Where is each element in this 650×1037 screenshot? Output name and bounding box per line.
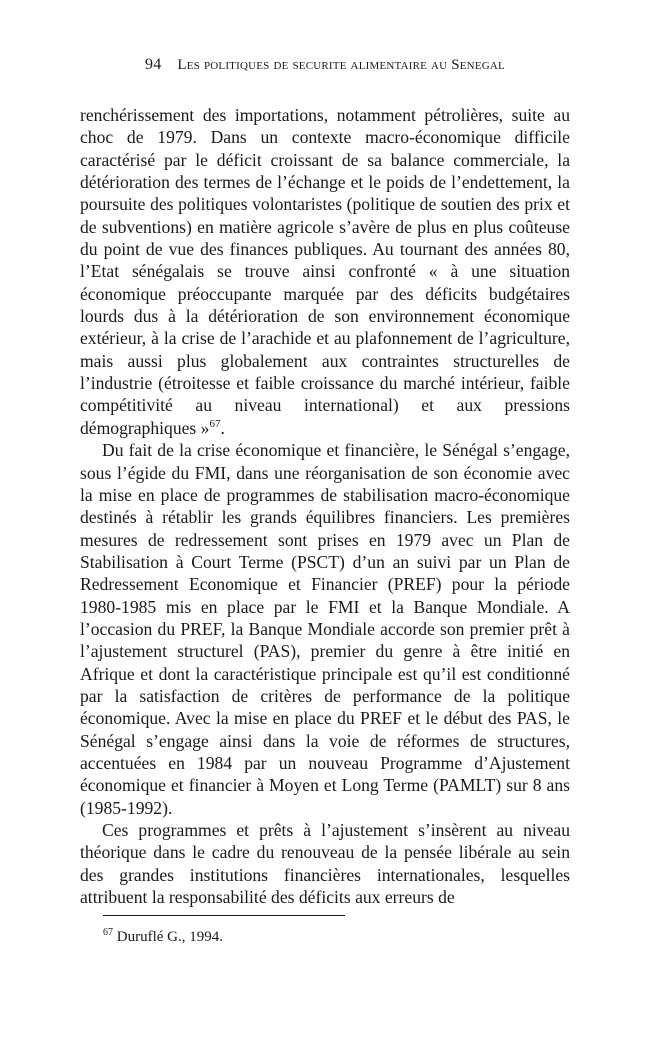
running-head [80, 56, 570, 74]
paragraph-1-text: renchérissement des importations, notamment pétrolières, suite au choc de 1979. Dans un contexte macro-économique difficile caractérisé par le déficit croissant de sa balance commerciale, la détérioration des termes de l’échange et le poids de l’endettement, la poursuite des politiques volontaristes (politique de soutien des prix et de subventions) en matière agricole s’avère de plus en plus coûteuse du point de vue des finances publiques. Au tournant des années 80, l’Etat sénégalais se trouve ainsi confronté « à une situation économique préoccupante marquée par des déficits budgétaires lourds dus à la détérioration de son environnement économique extérieur, à la crise de l’arachide et au plafonnement de l’agriculture, mais aussi plus globalement aux contraintes structurelles de l’industrie (étroitesse et faible croissance du marché intérieur, faible compétitivité au niveau international) et aux pressions démographiques » [80, 105, 570, 438]
running-head-title: Les politiques de securite alimentaire au Senegal [177, 57, 505, 73]
paragraph-3: Ces programmes et prêts à l’ajustement s’insèrent au niveau théorique dans le cadre du renouveau de la pensée libérale au sein des grandes institutions financières internationales, lesquelles attribuent la responsabilité des déficits aux erreurs de [80, 820, 570, 908]
paragraph-1 [80, 104, 570, 439]
footnote [103, 927, 563, 947]
body-text [80, 104, 570, 908]
paragraph-1-end: . [220, 417, 225, 438]
footnote-number: 67 [103, 927, 113, 938]
paragraph-2: Du fait de la crise économique et financière, le Sénégal s’engage, sous l’égide du FMI, dans une réorganisation de son économie avec la mise en place de programmes de stabilisation macro-économique destinés à rétablir les grands équilibres financiers. Les premières mesures de redressement sont prises en 1979 avec un Plan de Stabilisation à Court Terme (PSCT) d’un an suivi par un Plan de Redressement Economique et Financier (PREF) pour la période 1980-1985 mis en place par le FMI et la Banque Mondiale. A l’occasion du PREF, la Banque Mondiale accorde son premier prêt à l’ajustement structurel (PAS), premier du genre à être initié en Afrique et dont la caractéristique principale est qu’il est conditionné par la satisfaction de critères de performance de la politique économique. Avec la mise en place du PREF et le début des PAS, le Sénégal s’engage ainsi dans la voie de réformes de structures, accentuées en 1984 par un nouveau Programme d’Ajustement économique et financier à Moyen et Long Terme (PAMLT) sur 8 ans (1985-1992). [80, 440, 570, 818]
footnote-reference: 67 [209, 417, 221, 430]
footnote-text: Duruflé G., 1994. [116, 929, 223, 945]
page-number: 94 [145, 56, 162, 73]
footnote-divider [103, 915, 345, 916]
